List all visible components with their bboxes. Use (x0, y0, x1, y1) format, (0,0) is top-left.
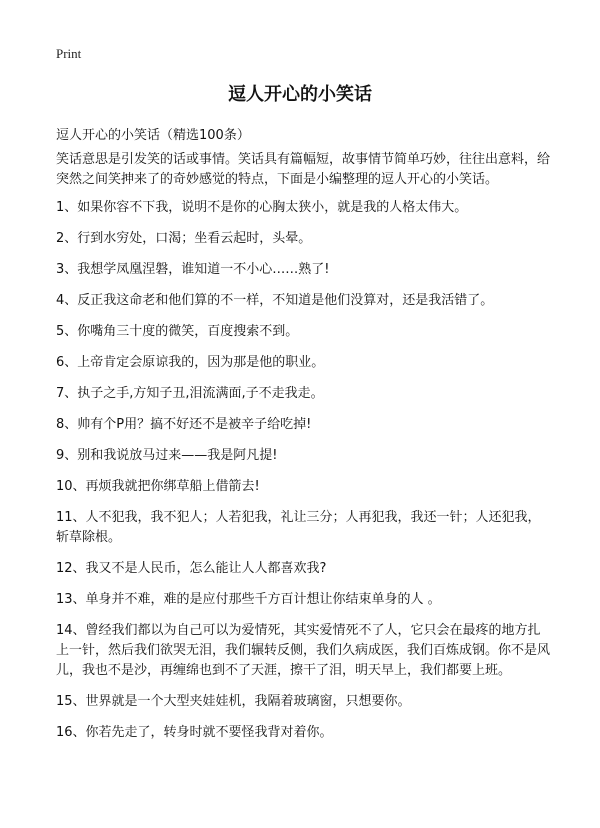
joke-item: 8、帅有个P用？搞不好还不是被辛子给吃掉! (56, 417, 312, 432)
joke-item: 12、我又不是人民币，怎么能让人人都喜欢我? (56, 561, 327, 576)
joke-item: 7、执子之手,方知子丑,泪流满面,子不走我走。 (56, 386, 324, 401)
joke-item: 10、再烦我就把你绑草船上借箭去! (56, 479, 260, 494)
joke-item: 15、世界就是一个大型夹娃娃机，我隔着玻璃窗，只想要你。 (56, 694, 411, 709)
joke-list (56, 198, 550, 743)
joke-item: 11、人不犯我，我不犯人；人若犯我，礼让三分；人再犯我，我还一针；人还犯我，斩草除根。 (56, 510, 541, 545)
joke-item: 3、我想学凤凰涅磐，谁知道一不小心……熟了! (56, 262, 330, 277)
subtitle: 逗人开心的小笑话（精选100条） (56, 128, 250, 143)
joke-item: 9、别和我说放马过来——我是阿凡提! (56, 448, 278, 463)
joke-item: 13、单身并不难，难的是应付那些千方百计想让你结束单身的人 。 (56, 592, 441, 607)
article-body (56, 150, 550, 754)
intro-paragraph: 笑话意思是引发笑的话或事情。笑话具有篇幅短，故事情节简单巧妙，往往出意料，给突然之间笑抻来了的奇妙感觉的特点，下面是小编整理的逗人开心的小笑话。 (56, 152, 551, 187)
joke-item: 1、如果你容不下我，说明不是你的心胸太狭小，就是我的人格太伟大。 (56, 200, 468, 215)
joke-item: 5、你嘴角三十度的微笑，百度搜索不到。 (56, 324, 299, 339)
page-title: 逗人开心的小笑话 (228, 84, 372, 105)
joke-item: 16、你若先走了，转身时就不要怪我背对着你。 (56, 725, 333, 740)
joke-item: 6、上帝肯定会原谅我的，因为那是他的职业。 (56, 355, 325, 370)
joke-item: 2、行到水穷处，口渴；坐看云起时，头晕。 (56, 231, 312, 246)
joke-item: 4、反正我这命老和他们算的不一样，不知道是他们没算对，还是我活错了。 (56, 293, 494, 308)
joke-item: 14、曾经我们都以为自己可以为爱情死，其实爱情死不了人，它只会在最疼的地方扎上一针，然后我们欲哭无泪，我们辗转反侧，我们久病成医，我们百炼成钢。你不是风儿，我也不是沙，再缠绵也到不了天涯，擦干了泪，明天早上，我们都要上班。 (56, 623, 551, 678)
print-link[interactable]: Print (56, 46, 82, 61)
